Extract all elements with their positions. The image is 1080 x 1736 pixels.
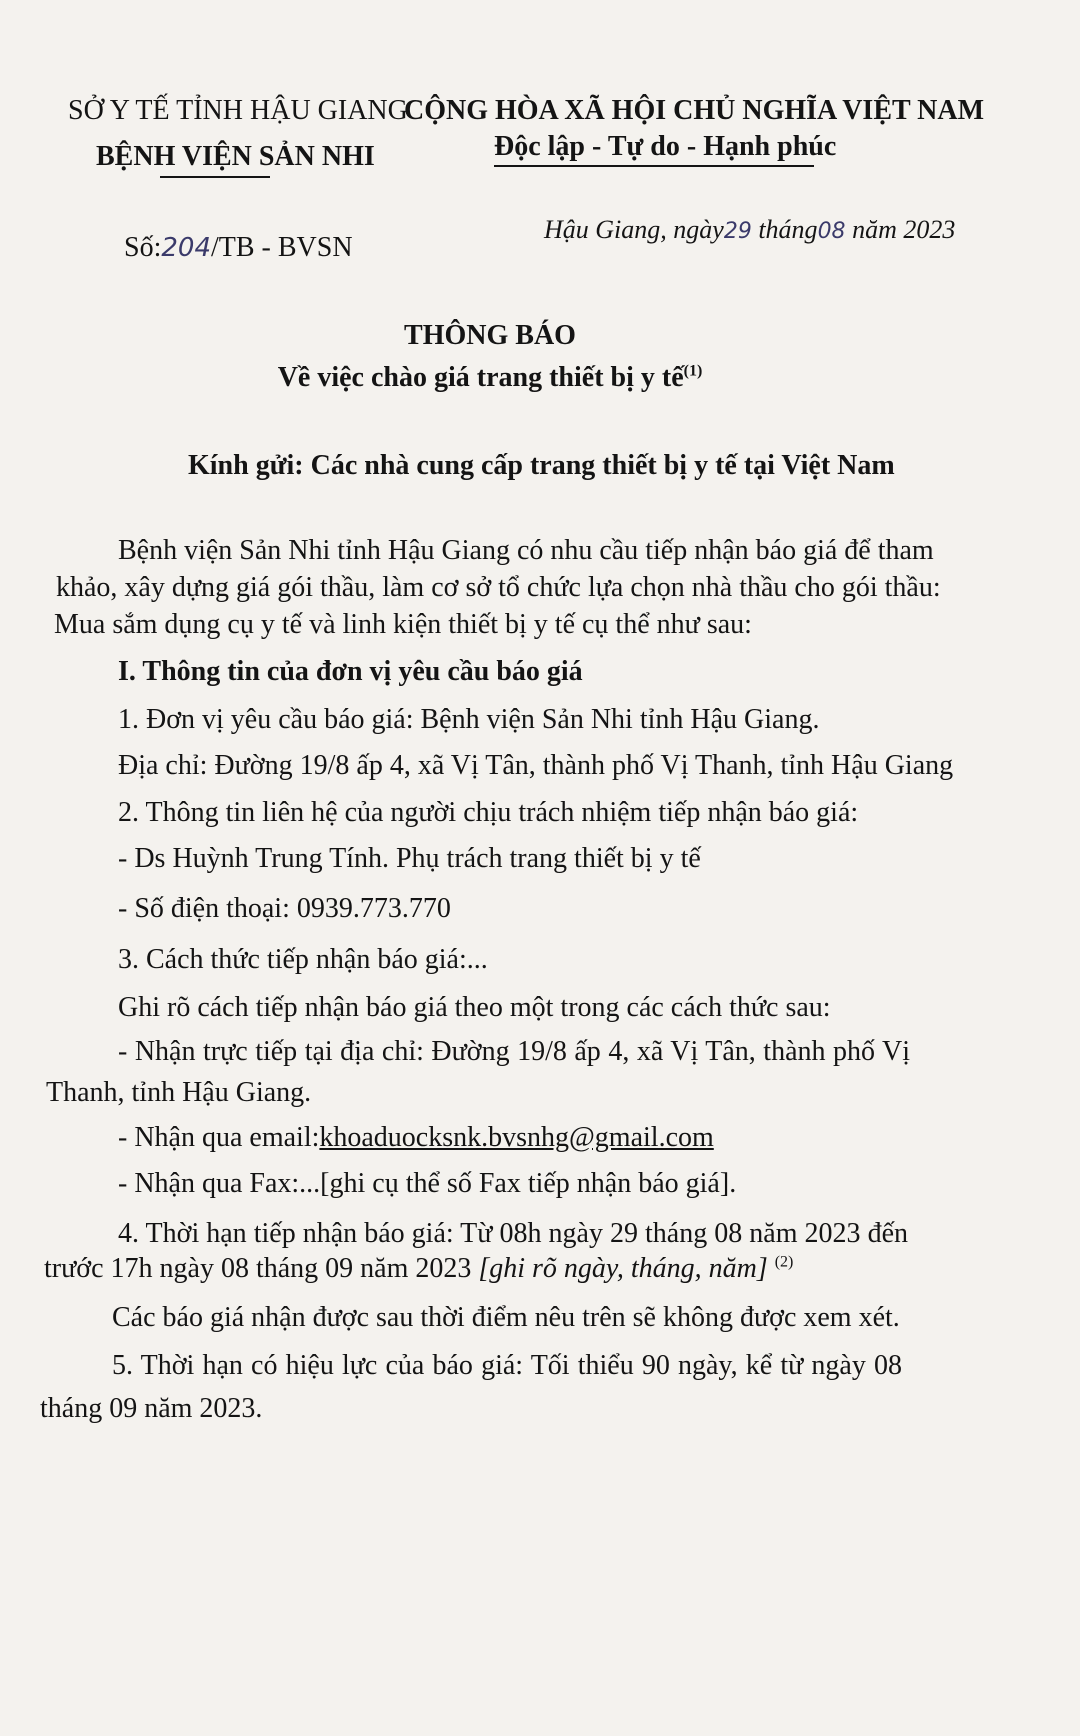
motto-underline — [494, 165, 814, 167]
document-number — [124, 232, 353, 264]
motto: Độc lập - Tự do - Hạnh phúc — [494, 131, 837, 162]
item-method-heading: 3. Cách thức tiếp nhận báo giá:... — [118, 944, 488, 975]
deadline-date: trước 17h ngày 08 tháng 09 năm 2023 — [44, 1253, 472, 1284]
document-subtitle — [0, 362, 980, 394]
date-month: 08 — [817, 219, 846, 244]
hospital-name: BỆNH VIỆN SẢN NHI — [96, 141, 375, 172]
ministry-name: SỞ Y TẾ TỈNH HẬU GIANG — [68, 95, 408, 126]
intro-line-2: khảo, xây dựng giá gói thầu, làm cơ sở tổ chức lựa chọn nhà thầu cho gói thầu: — [56, 572, 941, 603]
date-day: 29 — [723, 219, 752, 244]
deadline-instruction: [ghi rõ ngày, tháng, năm] — [478, 1253, 768, 1284]
item-method-direct-line-1: - Nhận trực tiếp tại địa chỉ: Đường 19/8 ấp 4, xã Vị Tân, thành phố Vị — [118, 1036, 910, 1067]
document-date — [544, 215, 955, 245]
subtitle-footnote: (1) — [683, 362, 703, 380]
subtitle-text: Về việc chào giá trang thiết bị y tế — [277, 362, 684, 393]
item-method-note: Ghi rõ cách tiếp nhận báo giá theo một trong các cách thức sau: — [118, 992, 831, 1023]
date-place: Hậu Giang, ngày — [544, 215, 724, 244]
item-late-note: Các báo giá nhận được sau thời điểm nêu trên sẽ không được xem xét. — [112, 1302, 900, 1333]
date-year: năm 2023 — [852, 215, 956, 244]
doc-number-suffix: /TB - BVSN — [211, 232, 353, 263]
email-link[interactable]: khoaduocksnk.bvsnhg@gmail.com — [319, 1122, 714, 1153]
item-validity-line-2: tháng 09 năm 2023. — [40, 1393, 263, 1424]
item-unit: 1. Đơn vị yêu cầu báo giá: Bệnh viện Sản Nhi tỉnh Hậu Giang. — [118, 704, 820, 735]
doc-number-prefix: Số: — [124, 232, 162, 263]
item-method-fax: - Nhận qua Fax:...[ghi cụ thể số Fax tiếp nhận báo giá]. — [118, 1168, 737, 1199]
item-contact-person: - Ds Huỳnh Trung Tính. Phụ trách trang thiết bị y tế — [118, 843, 701, 874]
item-validity-line-1: 5. Thời hạn có hiệu lực của báo giá: Tối thiểu 90 ngày, kể từ ngày 08 — [112, 1350, 902, 1381]
item-contact-heading: 2. Thông tin liên hệ của người chịu trách nhiệm tiếp nhận báo giá: — [118, 797, 859, 828]
item-address: Địa chỉ: Đường 19/8 ấp 4, xã Vị Tân, thành phố Vị Thanh, tỉnh Hậu Giang — [118, 750, 954, 781]
intro-line-1: Bệnh viện Sản Nhi tỉnh Hậu Giang có nhu cầu tiếp nhận báo giá để tham — [118, 535, 934, 566]
country-name: CỘNG HÒA XÃ HỘI CHỦ NGHĨA VIỆT NAM — [404, 95, 985, 126]
section-1-heading: I. Thông tin của đơn vị yêu cầu báo giá — [118, 656, 583, 687]
recipient-line: Kính gửi: Các nhà cung cấp trang thiết bị y tế tại Việt Nam — [188, 450, 895, 481]
hospital-underline — [160, 176, 270, 178]
document-title: THÔNG BÁO — [404, 320, 576, 351]
date-month-label: tháng — [758, 215, 818, 244]
item-method-email — [118, 1122, 714, 1154]
deadline-footnote: (2) — [774, 1253, 794, 1271]
email-label: - Nhận qua email: — [118, 1122, 320, 1153]
item-contact-phone: - Số điện thoại: 0939.773.770 — [118, 893, 451, 924]
intro-line-3: Mua sắm dụng cụ y tế và linh kiện thiết bị y tế cụ thể như sau: — [54, 609, 752, 640]
item-deadline-line-2 — [44, 1253, 793, 1285]
item-method-direct-line-2: Thanh, tỉnh Hậu Giang. — [46, 1077, 312, 1108]
doc-number-handwritten: 204 — [161, 233, 211, 263]
item-deadline-line-1: 4. Thời hạn tiếp nhận báo giá: Từ 08h ngày 29 tháng 08 năm 2023 đến — [118, 1218, 908, 1249]
